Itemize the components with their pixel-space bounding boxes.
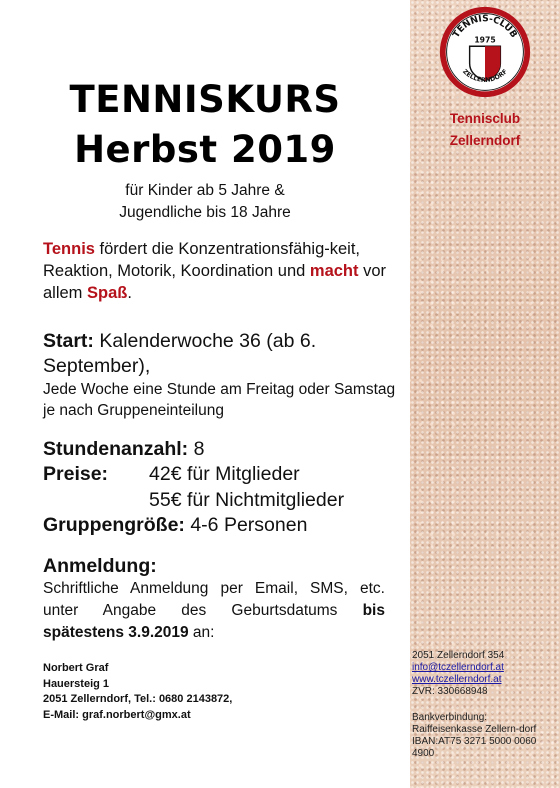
logo-text-bottom: ZELLERNDORF (461, 68, 509, 85)
flyer-title-season: Herbst 2019 (74, 128, 336, 171)
group-row (43, 512, 307, 538)
start-info (43, 329, 398, 379)
bank-name: Raiffeisenkasse Zellern-dorf (412, 724, 537, 735)
contact-name: Norbert Graf (43, 662, 109, 674)
prices-row (43, 461, 300, 487)
group-value: 4-6 Personen (184, 514, 308, 536)
contact-email: E-Mail: graf.norbert@gmx.at (43, 708, 191, 721)
price-members: 42€ für Mitglieder (149, 463, 300, 485)
logo-year: 1975 (474, 35, 496, 45)
bank-info (412, 712, 558, 760)
intro-paragraph (43, 238, 398, 304)
club-address: 2051 Zellerndorf 354 (412, 650, 505, 661)
registration-body: Schriftliche Anmeldung per Email, SMS, etc. unter Angabe des Geburtsdatums (43, 580, 385, 619)
contact-city-phone: 2051 Zellerndorf, Tel.: 0680 2143872, (43, 693, 233, 705)
registration-deadline: bis spätestens 3.9.2019 (43, 602, 385, 641)
group-label: Gruppengröße: (43, 514, 185, 536)
audience-children: für Kinder ab 5 Jahre & (125, 182, 285, 199)
club-name (410, 108, 560, 152)
registration-text (43, 578, 385, 644)
intro-text-2: vor allem (43, 262, 387, 302)
club-web-link[interactable]: www.tczellerndorf.at (412, 674, 502, 685)
club-name-line1: Tennisclub (449, 111, 521, 126)
contact-block (43, 661, 403, 723)
registration-heading: Anmeldung: (43, 555, 157, 577)
start-detail: Jede Woche eine Stunde am Freitag oder Samstag je nach Gruppeneinteilung (43, 381, 396, 419)
target-audience (0, 180, 410, 224)
bank-label: Bankverbindung: (412, 712, 488, 723)
bank-iban: IBAN:AT75 3271 5000 0060 4900 (412, 736, 537, 759)
word-tennis: Tennis (43, 240, 95, 258)
audience-youth: Jugendliche bis 18 Jahre (119, 204, 291, 221)
intro-text-3: . (127, 284, 132, 302)
club-name-line2: Zellerndorf (449, 133, 521, 148)
club-zvr: ZVR: 330668948 (412, 686, 488, 697)
club-contact (412, 650, 558, 760)
intro-text-1: fördert die Konzentrationsfähig-keit, Reaktion, Motorik, Koordination und (43, 240, 361, 280)
club-logo (437, 4, 533, 100)
word-spass: Spaß (87, 284, 128, 302)
price-nonmembers: 55€ für Nichtmitglieder (149, 489, 345, 511)
hours-value: 8 (188, 438, 205, 460)
contact-street: Hauersteig 1 (43, 677, 110, 690)
hours-row (43, 436, 204, 462)
registration-end: an: (188, 624, 215, 641)
start-label: Start: (43, 330, 94, 352)
flyer-title: TENNISKURS (69, 78, 341, 121)
prices-label: Preise: (43, 463, 109, 485)
hours-label: Stundenanzahl: (43, 438, 189, 460)
logo-text-top: TENNIS-CLUB (451, 14, 519, 40)
start-value: Kalenderwoche 36 (ab 6. September), (43, 330, 317, 377)
club-email-link[interactable]: info@tczellerndorf.at (412, 662, 504, 673)
word-macht: macht (309, 262, 359, 280)
